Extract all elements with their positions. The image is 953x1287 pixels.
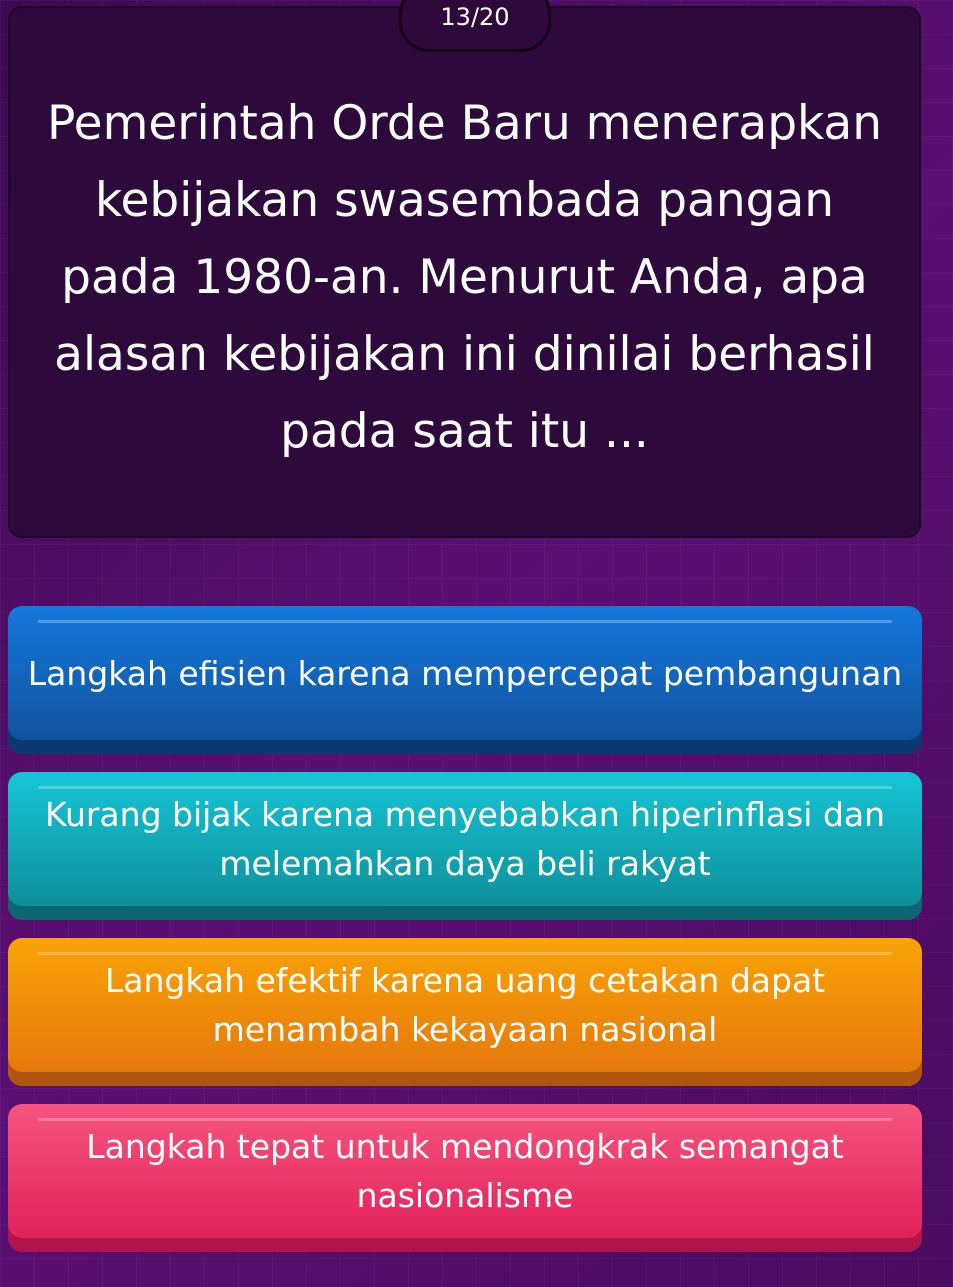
answer-option-label: Langkah efisien karena mempercepat pembangunan: [27, 653, 903, 693]
answer-option-label: Langkah tepat untuk mendongkrak semangat nasionalisme: [86, 1127, 844, 1215]
answer-option-2[interactable]: [8, 772, 922, 920]
question-counter: 13/20: [399, 0, 551, 52]
answer-option-1[interactable]: [8, 606, 922, 754]
answer-option-label: Kurang bijak karena menyebabkan hiperinflasi dan melemahkan daya beli rakyat: [44, 795, 886, 883]
question-card: [8, 3, 921, 538]
answer-option-label: Langkah efektif karena uang cetakan dapat menambah kekayaan nasional: [104, 961, 826, 1049]
question-text: Pemerintah Orde Baru menerapkan kebijakan swasembada pangan pada 1980-an. Menurut Anda, apa alasan kebijakan ini dinilai berhasil pada saat itu ...: [46, 95, 883, 459]
answer-option-4[interactable]: [8, 1104, 922, 1252]
answer-option-3[interactable]: [8, 938, 922, 1086]
